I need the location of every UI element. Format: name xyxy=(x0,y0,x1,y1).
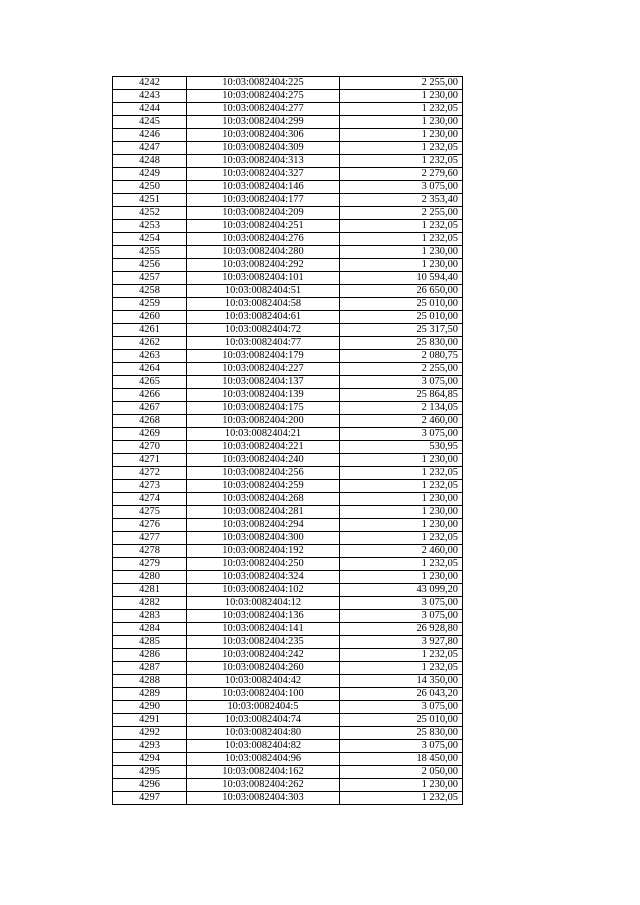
table-row xyxy=(113,506,463,519)
row-number-cell: 4264 xyxy=(113,363,187,376)
amount-cell: 1 232,05 xyxy=(340,662,463,675)
row-number-cell: 4269 xyxy=(113,428,187,441)
cadastral-number-cell: 10:03:0082404:177 xyxy=(187,194,340,207)
row-number-cell: 4279 xyxy=(113,558,187,571)
table-row xyxy=(113,272,463,285)
cadastral-number-cell: 10:03:0082404:235 xyxy=(187,636,340,649)
cadastral-number-cell: 10:03:0082404:101 xyxy=(187,272,340,285)
amount-cell: 3 075,00 xyxy=(340,428,463,441)
table-body xyxy=(113,77,463,805)
cadastral-number-cell: 10:03:0082404:141 xyxy=(187,623,340,636)
amount-cell: 26 043,20 xyxy=(340,688,463,701)
cadastral-number-cell: 10:03:0082404:324 xyxy=(187,571,340,584)
row-number-cell: 4268 xyxy=(113,415,187,428)
cadastral-number-cell: 10:03:0082404:262 xyxy=(187,779,340,792)
table-row xyxy=(113,259,463,272)
row-number-cell: 4256 xyxy=(113,259,187,272)
table-row xyxy=(113,350,463,363)
amount-cell: 1 230,00 xyxy=(340,116,463,129)
table-row xyxy=(113,467,463,480)
row-number-cell: 4288 xyxy=(113,675,187,688)
row-number-cell: 4287 xyxy=(113,662,187,675)
cadastral-number-cell: 10:03:0082404:250 xyxy=(187,558,340,571)
table-row xyxy=(113,116,463,129)
row-number-cell: 4284 xyxy=(113,623,187,636)
amount-cell: 2 255,00 xyxy=(340,207,463,220)
amount-cell: 1 232,05 xyxy=(340,649,463,662)
amount-cell: 1 230,00 xyxy=(340,493,463,506)
cadastral-number-cell: 10:03:0082404:96 xyxy=(187,753,340,766)
row-number-cell: 4283 xyxy=(113,610,187,623)
cadastral-number-cell: 10:03:0082404:82 xyxy=(187,740,340,753)
cadastral-number-cell: 10:03:0082404:139 xyxy=(187,389,340,402)
row-number-cell: 4295 xyxy=(113,766,187,779)
row-number-cell: 4275 xyxy=(113,506,187,519)
row-number-cell: 4251 xyxy=(113,194,187,207)
table-row xyxy=(113,636,463,649)
row-number-cell: 4262 xyxy=(113,337,187,350)
row-number-cell: 4252 xyxy=(113,207,187,220)
table-row xyxy=(113,649,463,662)
table-row xyxy=(113,675,463,688)
table-row xyxy=(113,623,463,636)
table-row xyxy=(113,740,463,753)
cadastral-number-cell: 10:03:0082404:21 xyxy=(187,428,340,441)
cadastral-number-cell: 10:03:0082404:200 xyxy=(187,415,340,428)
cadastral-number-cell: 10:03:0082404:280 xyxy=(187,246,340,259)
amount-cell: 1 232,05 xyxy=(340,792,463,805)
cadastral-number-cell: 10:03:0082404:137 xyxy=(187,376,340,389)
row-number-cell: 4274 xyxy=(113,493,187,506)
cadastral-number-cell: 10:03:0082404:192 xyxy=(187,545,340,558)
row-number-cell: 4245 xyxy=(113,116,187,129)
cadastral-number-cell: 10:03:0082404:260 xyxy=(187,662,340,675)
cadastral-number-cell: 10:03:0082404:276 xyxy=(187,233,340,246)
row-number-cell: 4297 xyxy=(113,792,187,805)
row-number-cell: 4249 xyxy=(113,168,187,181)
row-number-cell: 4286 xyxy=(113,649,187,662)
cadastral-number-cell: 10:03:0082404:179 xyxy=(187,350,340,363)
cadastral-number-cell: 10:03:0082404:51 xyxy=(187,285,340,298)
amount-cell: 26 650,00 xyxy=(340,285,463,298)
amount-cell: 25 010,00 xyxy=(340,298,463,311)
table-row xyxy=(113,753,463,766)
cadastral-number-cell: 10:03:0082404:77 xyxy=(187,337,340,350)
cadastral-number-cell: 10:03:0082404:175 xyxy=(187,402,340,415)
table-row xyxy=(113,402,463,415)
row-number-cell: 4263 xyxy=(113,350,187,363)
amount-cell: 1 230,00 xyxy=(340,454,463,467)
cadastral-number-cell: 10:03:0082404:277 xyxy=(187,103,340,116)
amount-cell: 3 075,00 xyxy=(340,376,463,389)
cadastral-number-cell: 10:03:0082404:300 xyxy=(187,532,340,545)
table-row xyxy=(113,415,463,428)
amount-cell: 3 075,00 xyxy=(340,597,463,610)
table-row xyxy=(113,389,463,402)
amount-cell: 1 232,05 xyxy=(340,155,463,168)
cadastral-number-cell: 10:03:0082404:268 xyxy=(187,493,340,506)
cadastral-number-cell: 10:03:0082404:227 xyxy=(187,363,340,376)
row-number-cell: 4266 xyxy=(113,389,187,402)
table-row xyxy=(113,155,463,168)
table-row xyxy=(113,207,463,220)
row-number-cell: 4267 xyxy=(113,402,187,415)
amount-cell: 1 230,00 xyxy=(340,90,463,103)
table-row xyxy=(113,545,463,558)
table-row xyxy=(113,77,463,90)
cadastral-number-cell: 10:03:0082404:306 xyxy=(187,129,340,142)
table-row xyxy=(113,610,463,623)
amount-cell: 43 099,20 xyxy=(340,584,463,597)
row-number-cell: 4250 xyxy=(113,181,187,194)
table-row xyxy=(113,792,463,805)
amount-cell: 2 279,60 xyxy=(340,168,463,181)
row-number-cell: 4285 xyxy=(113,636,187,649)
table-row xyxy=(113,480,463,493)
amount-cell: 25 010,00 xyxy=(340,714,463,727)
table-row xyxy=(113,662,463,675)
cadastral-number-cell: 10:03:0082404:58 xyxy=(187,298,340,311)
table-row xyxy=(113,571,463,584)
cadastral-number-cell: 10:03:0082404:281 xyxy=(187,506,340,519)
amount-cell: 1 232,05 xyxy=(340,480,463,493)
amount-cell: 1 230,00 xyxy=(340,246,463,259)
table-row xyxy=(113,168,463,181)
row-number-cell: 4246 xyxy=(113,129,187,142)
row-number-cell: 4265 xyxy=(113,376,187,389)
amount-cell: 1 230,00 xyxy=(340,129,463,142)
row-number-cell: 4277 xyxy=(113,532,187,545)
row-number-cell: 4291 xyxy=(113,714,187,727)
row-number-cell: 4260 xyxy=(113,311,187,324)
cadastral-number-cell: 10:03:0082404:136 xyxy=(187,610,340,623)
row-number-cell: 4270 xyxy=(113,441,187,454)
amount-cell: 2 460,00 xyxy=(340,545,463,558)
table-row xyxy=(113,324,463,337)
table-row xyxy=(113,233,463,246)
table-row xyxy=(113,532,463,545)
amount-cell: 1 232,05 xyxy=(340,142,463,155)
row-number-cell: 4259 xyxy=(113,298,187,311)
amount-cell: 14 350,00 xyxy=(340,675,463,688)
amount-cell: 1 232,05 xyxy=(340,558,463,571)
table-row xyxy=(113,779,463,792)
cadastral-number-cell: 10:03:0082404:5 xyxy=(187,701,340,714)
amount-cell: 2 080,75 xyxy=(340,350,463,363)
amount-cell: 1 232,05 xyxy=(340,220,463,233)
row-number-cell: 4292 xyxy=(113,727,187,740)
amount-cell: 3 075,00 xyxy=(340,701,463,714)
cadastral-number-cell: 10:03:0082404:42 xyxy=(187,675,340,688)
table-row xyxy=(113,597,463,610)
amount-cell: 25 864,85 xyxy=(340,389,463,402)
row-number-cell: 4290 xyxy=(113,701,187,714)
table-row xyxy=(113,103,463,116)
table-row xyxy=(113,519,463,532)
amount-cell: 18 450,00 xyxy=(340,753,463,766)
cadastral-number-cell: 10:03:0082404:12 xyxy=(187,597,340,610)
cadastral-number-cell: 10:03:0082404:303 xyxy=(187,792,340,805)
cadastral-number-cell: 10:03:0082404:327 xyxy=(187,168,340,181)
amount-cell: 1 230,00 xyxy=(340,259,463,272)
cadastral-number-cell: 10:03:0082404:309 xyxy=(187,142,340,155)
amount-cell: 3 927,80 xyxy=(340,636,463,649)
amount-cell: 1 232,05 xyxy=(340,467,463,480)
amount-cell: 2 255,00 xyxy=(340,363,463,376)
row-number-cell: 4273 xyxy=(113,480,187,493)
table-row xyxy=(113,337,463,350)
row-number-cell: 4255 xyxy=(113,246,187,259)
row-number-cell: 4244 xyxy=(113,103,187,116)
amount-cell: 26 928,80 xyxy=(340,623,463,636)
amount-cell: 3 075,00 xyxy=(340,740,463,753)
row-number-cell: 4294 xyxy=(113,753,187,766)
row-number-cell: 4243 xyxy=(113,90,187,103)
amount-cell: 25 830,00 xyxy=(340,337,463,350)
row-number-cell: 4253 xyxy=(113,220,187,233)
table-row xyxy=(113,584,463,597)
amount-cell: 1 230,00 xyxy=(340,519,463,532)
cadastral-number-cell: 10:03:0082404:80 xyxy=(187,727,340,740)
amount-cell: 25 830,00 xyxy=(340,727,463,740)
table-row xyxy=(113,311,463,324)
table-row xyxy=(113,688,463,701)
table-row xyxy=(113,298,463,311)
row-number-cell: 4272 xyxy=(113,467,187,480)
amount-cell: 1 232,05 xyxy=(340,532,463,545)
table-row xyxy=(113,220,463,233)
cadastral-number-cell: 10:03:0082404:294 xyxy=(187,519,340,532)
row-number-cell: 4258 xyxy=(113,285,187,298)
amount-cell: 1 232,05 xyxy=(340,103,463,116)
amount-cell: 2 255,00 xyxy=(340,77,463,90)
amount-cell: 3 075,00 xyxy=(340,610,463,623)
table-row xyxy=(113,285,463,298)
row-number-cell: 4289 xyxy=(113,688,187,701)
cadastral-number-cell: 10:03:0082404:61 xyxy=(187,311,340,324)
cadastral-number-cell: 10:03:0082404:240 xyxy=(187,454,340,467)
amount-cell: 1 230,00 xyxy=(340,571,463,584)
cadastral-number-cell: 10:03:0082404:209 xyxy=(187,207,340,220)
amount-cell: 2 050,00 xyxy=(340,766,463,779)
row-number-cell: 4257 xyxy=(113,272,187,285)
amount-cell: 2 460,00 xyxy=(340,415,463,428)
cadastral-number-cell: 10:03:0082404:221 xyxy=(187,441,340,454)
row-number-cell: 4280 xyxy=(113,571,187,584)
row-number-cell: 4278 xyxy=(113,545,187,558)
row-number-cell: 4282 xyxy=(113,597,187,610)
cadastral-number-cell: 10:03:0082404:225 xyxy=(187,77,340,90)
table-row xyxy=(113,428,463,441)
cadastral-number-cell: 10:03:0082404:242 xyxy=(187,649,340,662)
table-row xyxy=(113,376,463,389)
table-row xyxy=(113,181,463,194)
amount-cell: 2 134,05 xyxy=(340,402,463,415)
table-row xyxy=(113,727,463,740)
table-row xyxy=(113,194,463,207)
table-row xyxy=(113,90,463,103)
row-number-cell: 4261 xyxy=(113,324,187,337)
table-row xyxy=(113,363,463,376)
table-row xyxy=(113,441,463,454)
amount-cell: 3 075,00 xyxy=(340,181,463,194)
cadastral-number-cell: 10:03:0082404:251 xyxy=(187,220,340,233)
row-number-cell: 4293 xyxy=(113,740,187,753)
amount-cell: 25 317,50 xyxy=(340,324,463,337)
cadastral-number-cell: 10:03:0082404:275 xyxy=(187,90,340,103)
table-row xyxy=(113,142,463,155)
cadastral-number-cell: 10:03:0082404:313 xyxy=(187,155,340,168)
table-row xyxy=(113,129,463,142)
amount-cell: 1 232,05 xyxy=(340,233,463,246)
cadastral-number-cell: 10:03:0082404:74 xyxy=(187,714,340,727)
amount-cell: 2 353,40 xyxy=(340,194,463,207)
table-row xyxy=(113,701,463,714)
table-row xyxy=(113,454,463,467)
table-row xyxy=(113,493,463,506)
row-number-cell: 4248 xyxy=(113,155,187,168)
row-number-cell: 4242 xyxy=(113,77,187,90)
row-number-cell: 4247 xyxy=(113,142,187,155)
amount-cell: 1 230,00 xyxy=(340,506,463,519)
row-number-cell: 4254 xyxy=(113,233,187,246)
amount-cell: 10 594,40 xyxy=(340,272,463,285)
amount-cell: 25 010,00 xyxy=(340,311,463,324)
cadastral-number-cell: 10:03:0082404:292 xyxy=(187,259,340,272)
row-number-cell: 4281 xyxy=(113,584,187,597)
amount-cell: 1 230,00 xyxy=(340,779,463,792)
table-row xyxy=(113,714,463,727)
cadastral-number-cell: 10:03:0082404:162 xyxy=(187,766,340,779)
row-number-cell: 4276 xyxy=(113,519,187,532)
cadastral-number-cell: 10:03:0082404:146 xyxy=(187,181,340,194)
row-number-cell: 4296 xyxy=(113,779,187,792)
cadastral-number-cell: 10:03:0082404:299 xyxy=(187,116,340,129)
cadastral-number-cell: 10:03:0082404:256 xyxy=(187,467,340,480)
cadastral-number-cell: 10:03:0082404:259 xyxy=(187,480,340,493)
amount-cell: 530,95 xyxy=(340,441,463,454)
cadastral-number-cell: 10:03:0082404:102 xyxy=(187,584,340,597)
table-row xyxy=(113,766,463,779)
cadastral-number-cell: 10:03:0082404:100 xyxy=(187,688,340,701)
row-number-cell: 4271 xyxy=(113,454,187,467)
table-row xyxy=(113,246,463,259)
table-row xyxy=(113,558,463,571)
cadastral-table xyxy=(112,76,463,805)
cadastral-number-cell: 10:03:0082404:72 xyxy=(187,324,340,337)
